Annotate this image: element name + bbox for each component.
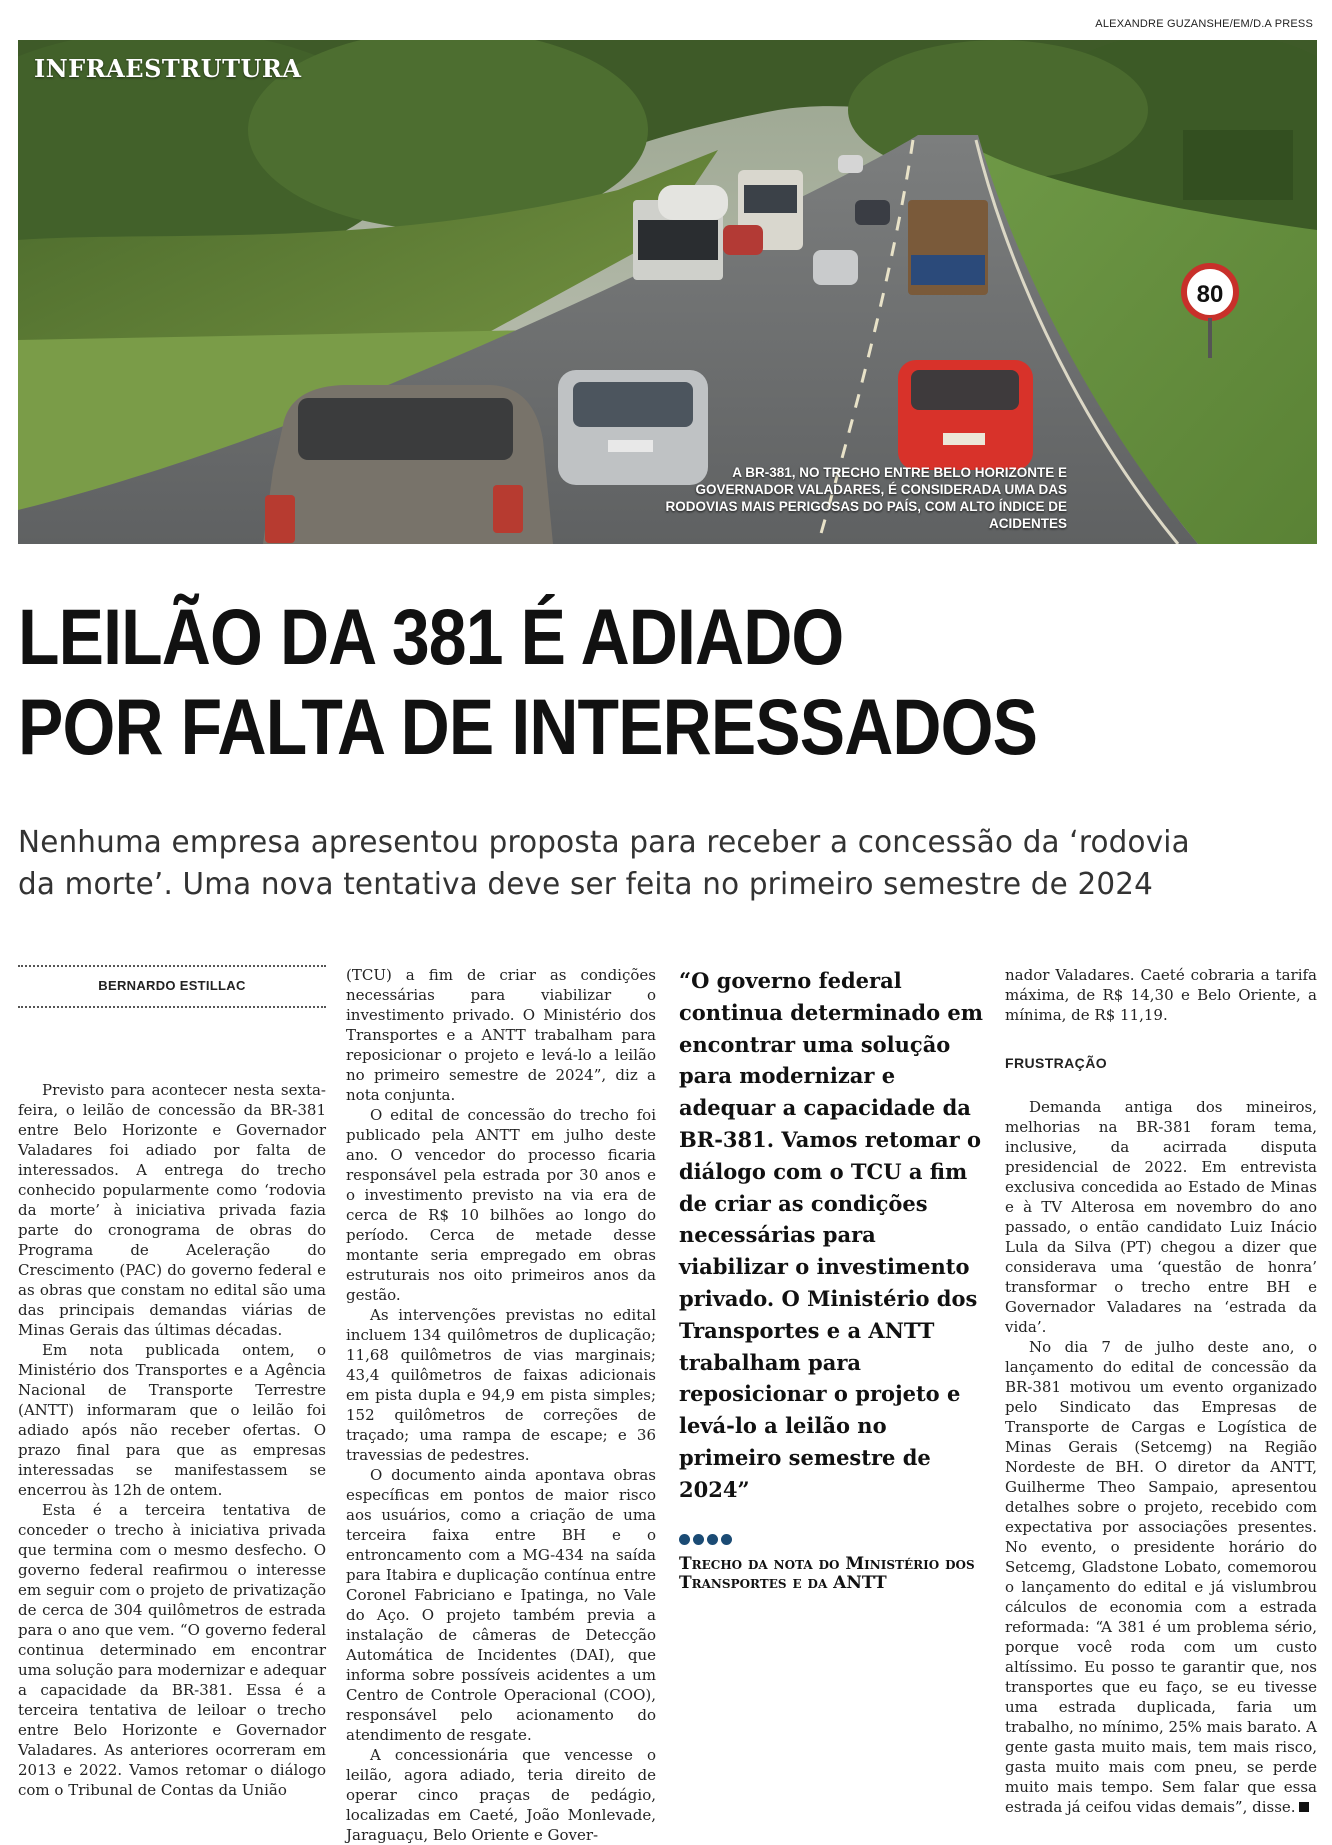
speed-limit-value: 80 [1196,281,1224,308]
body-paragraph-continued: nador Valadares. Caeté cobraria a tarifa máxima, de R$ 14,30 e Belo Oriente, a mínima, de R$ 11,19. [1005,966,1317,1024]
section-subhead: FRUSTRAÇÃO [1005,1055,1107,1071]
body-paragraph: A concessionária que vencesse o leilão, agora adiado, teria direito de operar cinco praças de pedágio, localizadas em Caeté, João Monlevade, Jaraguaçu, Belo Oriente e Gover- [346,1746,656,1844]
body-paragraph: Demanda antiga dos mineiros, melhorias na BR-381 foram tema, inclusive, da acirrada disputa presidencial de 2022. Em entrevista exclusiva concedida ao Estado de Minas e à TV Alterosa em novembro do ano passado, o então candidato Luiz Inácio Lula da Silva (PT) chegou a dizer que considerava uma ‘questão de honra’ transformar o trecho entre BH e Governador Valadares na ‘estrada da vida’. [1005,1098,1317,1336]
pull-quote-box [679,965,989,1593]
article-column-1 [18,965,326,1800]
pull-quote-source: Trecho da nota do Ministério dos Transportes e da ANTT [679,1553,975,1593]
body-paragraph: As intervenções previstas no edital incluem 134 quilômetros de duplicação; 11,68 quilômetros de vias marginais; 43,4 quilômetros de faixas adicionais em pista dupla e 94,9 em pista simples; 152 quilômetros de correções de traçado; uma rampa de escape; e 36 travessias de pedestres. [346,1306,656,1464]
lead-photo [18,40,1317,544]
photo-credit: ALEXANDRE GUZANSHE/EM/D.A PRESS [1095,18,1313,30]
subheadline [18,822,1282,906]
body-paragraph [1005,1337,1317,1817]
byline: BERNARDO ESTILLAC [98,978,246,993]
body-paragraph: Previsto para acontecer nesta sexta-feira, o leilão de concessão da BR-381 entre Belo Horizonte e Governador Valadares foi adiado por falta de interessados. A entrega do trecho conhecido popularmente como ‘rodovia da morte’ à iniciativa privada fazia parte do cronograma de obras do Programa de Aceleração do Crescimento (PAC) do governo federal e as obras que constam no edital são uma das principais demandas viárias de Minas Gerais das últimas décadas. [18,1081,326,1339]
headline-line-1: LEILÃO DA 381 É ADIADO [18,592,844,681]
body-paragraph-text: No dia 7 de julho deste ano, o lançamento do edital de concessão da BR-381 motivou um evento organizado pelo Sindicato das Empresas de Transporte de Cargas e Logística de Minas Gerais (Setcemg) na Região Nordeste de BH. O diretor da ANTT, Guilherme Theo Sampaio, apresentou detalhes sobre o projeto, recebido com expectativa por associações presentes. No evento, o presidente horário do Setcemg, Gladstone Lobato, comemorou o lançamento do edital e já vislumbrou cálculos de economia com a estrada reformada: “A 381 é um problema sério, porque você roda com um custo altíssimo. Eu posso te garantir que, nos transportes que eu faço, se eu tivesse uma estrada duplicada, faria um trabalho, no mínimo, 25% mais barato. A gente gasta muito mais, tem mais risco, gasta muito mais com pneu, se perde muito mais tempo. Sem falar que essa estrada já ceifou vidas demais”, disse. [1005,1338,1317,1816]
body-paragraph: Em nota publicada ontem, o Ministério dos Transportes e a Agência Nacional de Transporte Terrestre (ANTT) informaram que o leilão foi adiado após não receber ofertas. O prazo final para que as empresas interessadas se manifestassem se encerrou às 12h de ontem. [18,1341,326,1499]
article-column-4 [1005,965,1317,1817]
subheadline-line-1: Nenhuma empresa apresentou proposta para receber a concessão da ‘rodovia [18,825,1190,860]
headline-line-2: POR FALTA DE INTERESSADOS [18,682,1038,771]
body-paragraph: O edital de concessão do trecho foi publicado pela ANTT em julho deste ano. O vencedor do processo ficaria responsável pela estrada por 30 anos e o investimento previsto na via era de cerca de R$ 10 bilhões ao longo do período. Cerca de metade desse montante seria empregado em obras estruturais nos oito primeiros anos da gestão. [346,1106,656,1304]
pull-quote: “O governo federal continua determinado em encontrar uma solução para modernizar e adequar a capacidade da BR-381. Vamos retomar o diálogo com o TCU a fim de criar as condições necessárias para viabilizar o investimento privado. O Ministério dos Transportes e a ANTT trabalham para reposicionar o projeto e levá-lo a leilão no primeiro semestre de 2024” [679,968,984,1502]
body-paragraph: Esta é a terceira tentativa de conceder o trecho à iniciativa privada que termina com o mesmo desfecho. O governo federal reafirmou o interesse em seguir com o projeto de privatização de cerca de 304 quilômetros de estrada para o ano que vem. “O governo federal continua determinado em encontrar uma solução para modernizar e adequar a capacidade da BR-381. Essa é a terceira tentativa de leiloar o trecho entre Belo Horizonte e Governador Valadares. As anteriores ocorreram em 2013 e 2022. Vamos retomar o diálogo com o Tribunal de Contas da União [18,1501,326,1799]
body-paragraph-continued: (TCU) a fim de criar as condições necessárias para viabilizar o investimento privado. O Ministério dos Transportes e a ANTT trabalham para reposicionar o projeto e levá-lo a leilão no primeiro semestre de 2024”, diz a nota conjunta. [346,966,656,1104]
subheadline-line-2: da morte’. Uma nova tentativa deve ser feita no primeiro semestre de 2024 [18,867,1154,902]
article-column-2 [346,965,656,1845]
body-paragraph: O documento ainda apontava obras específicas em pontos de maior risco aos usuários, como a criação de uma terceira faixa entre BH e o entroncamento com a MG-434 na saída para Itabira e duplicação contínua entre Coronel Fabriciano e Ipatinga, no Vale do Aço. O projeto também previa a instalação de câmeras de Detecção Automática de Incidentes (DAI), que informa sobre possíveis acidentes a um Centro de Controle Operacional (COO), responsável pelo acionamento do atendimento de resgate. [346,1466,656,1744]
section-label: INFRAESTRUTURA [34,54,302,83]
headline [18,592,1127,772]
photo-caption: A BR-381, NO TRECHO ENTRE BELO HORIZONTE E GOVERNADOR VALADARES, É CONSIDERADA UMA DAS RODOVIAS MAIS PERIGOSAS DO PAÍS, COM ALTO ÍNDICE DE ACIDENTES [665,465,1067,531]
end-of-article-icon [1299,1802,1309,1812]
byline-box [18,965,326,1008]
accent-dots-icon [679,1534,989,1545]
